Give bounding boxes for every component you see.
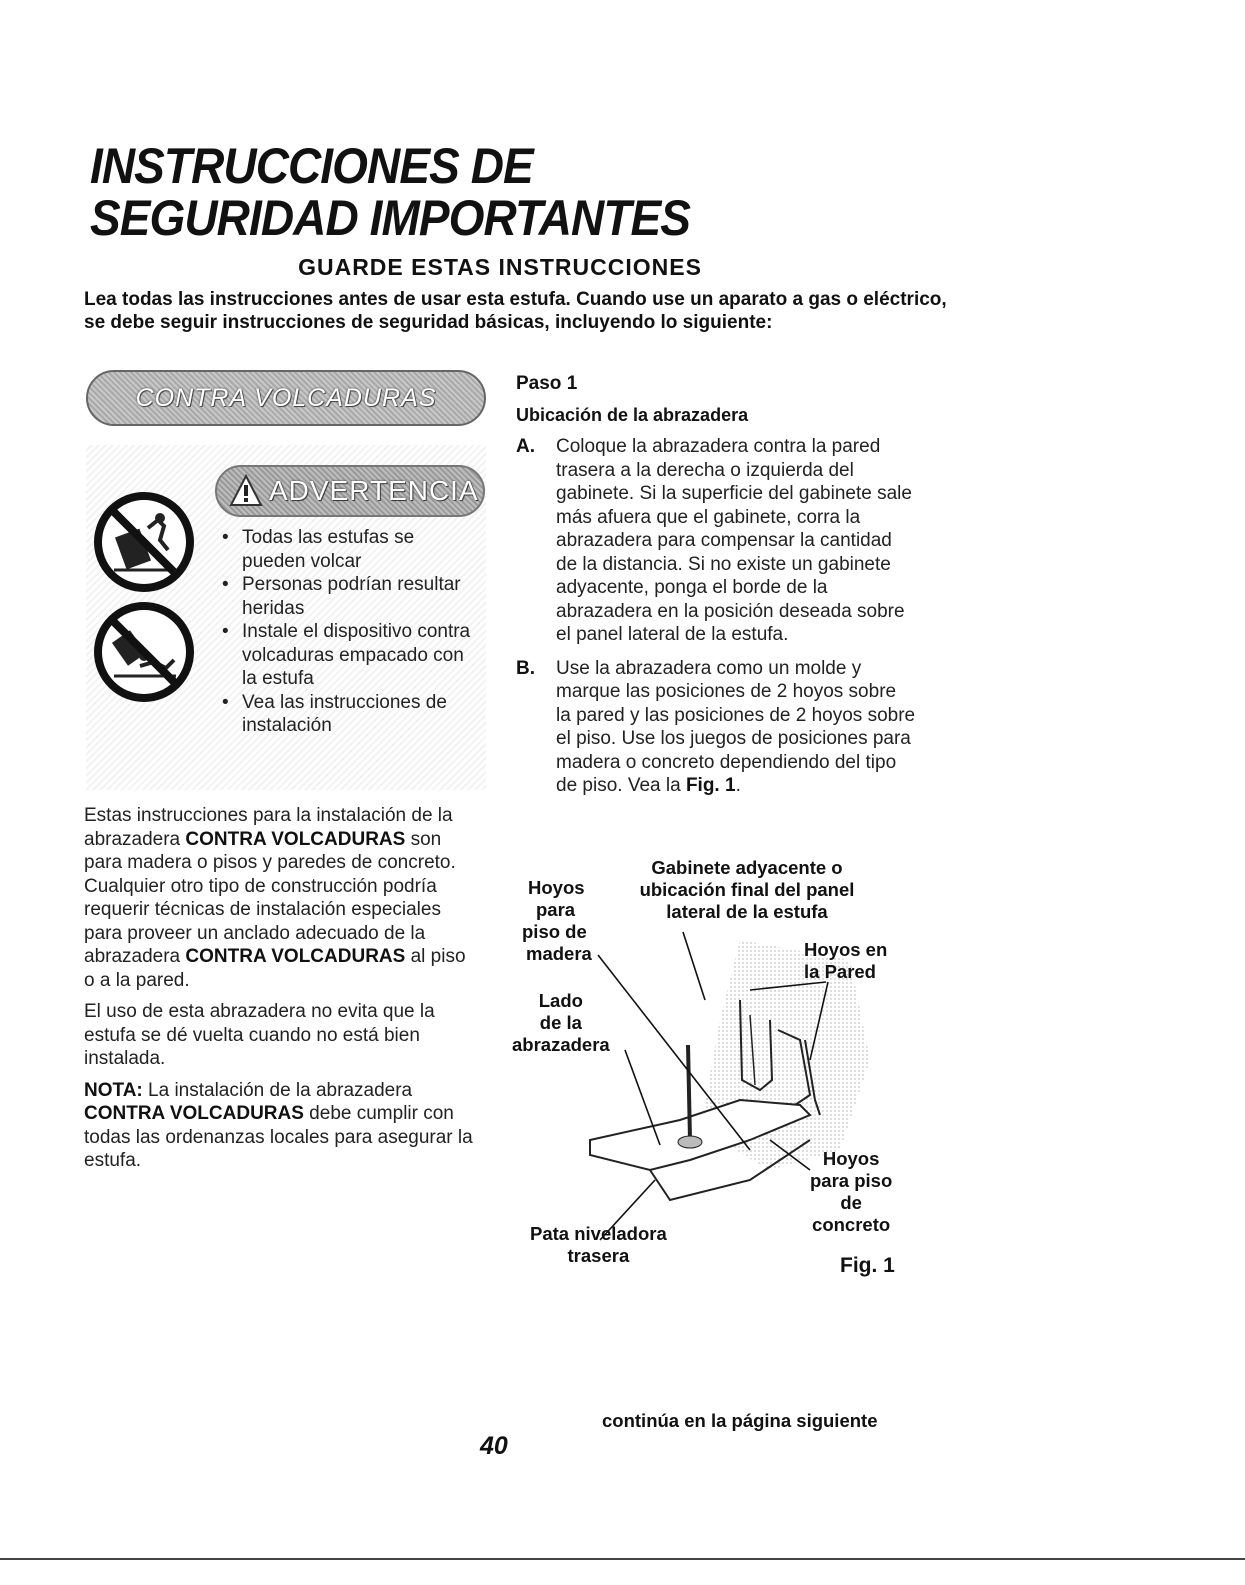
section-subtitle: GUARDE ESTAS INSTRUCCIONES bbox=[298, 254, 702, 280]
title-line-2: SEGURIDAD IMPORTANTES bbox=[90, 190, 691, 246]
leveling-leg-label: Pata niveladora trasera bbox=[530, 1223, 667, 1266]
bracket-side-label: Lado de la abrazadera bbox=[512, 990, 610, 1055]
usage-paragraph: El uso de esta abrazadera no evita que la estufa se dé vuelta cuando no está bien instalada. bbox=[84, 1001, 435, 1069]
warning-header bbox=[215, 465, 485, 517]
wood-floor-holes-label: Hoyos para piso de madera bbox=[522, 877, 592, 964]
figure-caption: Fig. 1 bbox=[840, 1254, 895, 1277]
step-b: B. Use la abrazadera como un molde y marque las posiciones de 2 hoyos sobre la pared y las posiciones de 2 hoyos sobre el piso. Use los juegos de posiciones para madera o concreto dependiendo del tipo de piso. Vea la Fig. 1. bbox=[516, 657, 916, 796]
warning-item: • Todas las estufas se pueden volcar bbox=[222, 526, 482, 573]
warning-item: • Vea las instrucciones de instalación bbox=[222, 691, 482, 738]
fallen-person-icon bbox=[92, 600, 196, 704]
tipping-range-icon bbox=[92, 490, 196, 594]
figure-1 bbox=[510, 850, 930, 1290]
step-a-label: A. bbox=[516, 436, 535, 457]
note-paragraph: NOTA: La instalación de la abrazadera CONTRA VOLCADURAS debe cumplir con todas las ordenanzas locales para asegurar la estufa. bbox=[84, 1079, 473, 1171]
bottom-rule bbox=[0, 1558, 1245, 1560]
warning-item: • Instale el dispositivo contra volcaduras empacado con la estufa bbox=[222, 620, 482, 691]
right-column bbox=[516, 372, 916, 808]
page-number: 40 bbox=[480, 1432, 508, 1460]
step-heading: Paso 1 bbox=[516, 373, 578, 394]
install-paragraph: Estas instrucciones para la instalación de la abrazadera CONTRA VOLCADURAS son para madera o pisos y paredes de concreto. Cualquier otro tipo de construcción podría requerir técnicas de instalación especiales para proveer un anclado adecuado de la abrazadera CONTRA VOLCADURAS al piso o a la pared. bbox=[84, 805, 466, 991]
intro-paragraph: Lea todas las instrucciones antes de usar esta estufa. Cuando use un aparato a gas o eléctrico, se debe seguir instrucciones de seguridad básicas, incluyendo lo siguiente: bbox=[84, 289, 947, 333]
continued-note: continúa en la página siguiente bbox=[602, 1410, 878, 1431]
bracket-location-heading: Ubicación de la abrazadera bbox=[516, 404, 749, 425]
wall-holes-label: Hoyos en la Pared bbox=[804, 939, 888, 982]
page-title bbox=[90, 140, 690, 244]
warning-list bbox=[222, 526, 482, 738]
step-a-text: Coloque la abrazadera contra la pared trasera a la derecha o izquierda del gabinete. Si la superficie del gabinete sale más afuera que el gabinete, corra la abrazadera para compensar la cantidad de la distancia. Si no existe un gabinete adyacente, ponga el borde de la abrazadera en la posición deseada sobre el panel lateral de la estufa. bbox=[556, 436, 912, 645]
banner-label: CONTRA VOLCADURAS bbox=[135, 383, 437, 412]
warning-header-label: ADVERTENCIA bbox=[269, 475, 479, 506]
warning-triangle-icon bbox=[229, 474, 263, 508]
cabinet-label: Gabinete adyacente o ubicación final del panel lateral de la estufa bbox=[639, 857, 855, 922]
warning-item: • Personas podrían resultar heridas bbox=[222, 573, 482, 620]
step-b-label: B. bbox=[516, 657, 535, 679]
step-a bbox=[516, 435, 916, 647]
title-line-1: INSTRUCCIONES DE bbox=[90, 138, 533, 194]
concrete-holes-label: Hoyos para piso de concreto bbox=[810, 1148, 893, 1235]
anti-tip-banner bbox=[86, 370, 486, 426]
left-column-text bbox=[84, 804, 479, 1181]
